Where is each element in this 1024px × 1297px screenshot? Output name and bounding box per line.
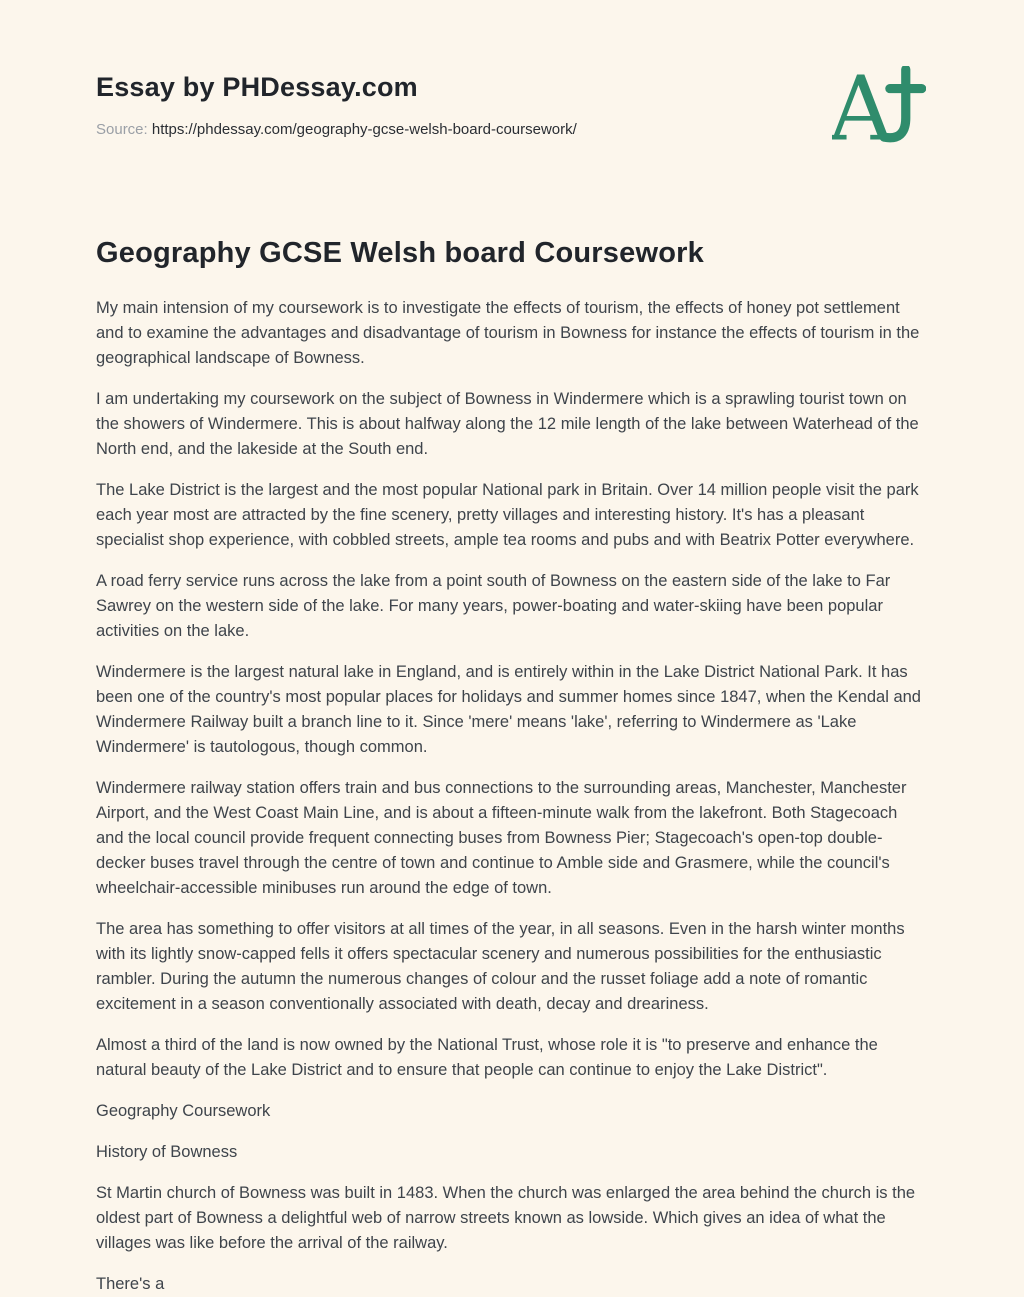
essay-title: Geography GCSE Welsh board Coursework xyxy=(96,237,704,269)
site-title: Essay by PHDessay.com xyxy=(96,72,418,102)
source-line xyxy=(96,121,577,138)
essay-paragraph: I am undertaking my coursework on the subject of Bowness in Windermere which is a sprawling tourist town on the showers of Windermere. This is about halfway along the 12 mile length of the lake between Waterhead of the North end, and the lakeside at the South end. xyxy=(96,390,919,458)
essay-body xyxy=(96,296,928,1297)
source-label: Source: xyxy=(96,121,148,138)
essay-paragraph: A road ferry service runs across the lake from a point south of Bowness on the eastern side of the lake to Far Sawrey on the western side of the lake. For many years, power-boating and water-skiing have been popular activities on the lake. xyxy=(96,572,891,640)
page-header xyxy=(96,0,928,163)
essay-paragraph-heading: History of Bowness xyxy=(96,1143,238,1161)
essay-paragraph: Windermere railway station offers train and bus connections to the surrounding areas, Manchester, Manchester Airport, and the West Coast Main Line, and is about a fifteen-minute walk from the lakefront. Both Stagecoach and the local council provide frequent connecting buses from Bowness Pier; Stagecoach's open-top double-decker buses travel through the centre of town and continue to Amble side and Grasmere, while the council's wheelchair-accessible minibuses run around the edge of town. xyxy=(96,779,907,897)
header-text-block xyxy=(96,72,577,138)
essay-content xyxy=(96,237,928,1297)
essay-paragraph: There's a xyxy=(96,1275,165,1293)
essay-paragraph: St Martin church of Bowness was built in 1483. When the church was enlarged the area behind the church is the oldest part of Bowness a delightful web of narrow streets known as lowside. Which gives an idea of what the villages was like before the arrival of the railway. xyxy=(96,1184,916,1252)
essay-paragraph: The area has something to offer visitors at all times of the year, in all seasons. Even in the harsh winter months with its lightly snow-capped fells it offers spectacular scenery and numerous possibilities for the enthusiastic rambler. During the autumn the numerous changes of colour and the russet foliage add a note of romantic excitement in a season conventionally associated with death, decay and dreariness. xyxy=(96,920,905,1013)
phdessay-logo-icon xyxy=(832,66,926,163)
source-url-link[interactable]: https://phdessay.com/geography-gcse-welsh-board-coursework/ xyxy=(151,121,577,138)
essay-paragraph: My main intension of my coursework is to investigate the effects of tourism, the effects of honey pot settlement and to examine the advantages and disadvantage of tourism in Bowness for instance the effects of tourism in the geographical landscape of Bowness. xyxy=(96,299,920,367)
essay-paragraph: Windermere is the largest natural lake in England, and is entirely within in the Lake District National Park. It has been one of the country's most popular places for holidays and summer homes since 1847, when the Kendal and Windermere Railway built a branch line to it. Since 'mere' means 'lake', referring to Windermere as 'Lake Windermere' is tautologous, though common. xyxy=(96,663,921,756)
svg-text:A: A xyxy=(832,66,893,158)
essay-paragraph: The Lake District is the largest and the most popular National park in Britain. Over 14 million people visit the park each year most are attracted by the fine scenery, pretty villages and interesting history. It's has a pleasant specialist shop experience, with cobbled streets, ample tea rooms and pubs and with Beatrix Potter everywhere. xyxy=(96,481,919,549)
essay-paragraph: Almost a third of the land is now owned by the National Trust, whose role it is "to preserve and enhance the natural beauty of the Lake District and to ensure that people can continue to enjoy the Lake District". xyxy=(96,1036,878,1079)
essay-paragraph-heading: Geography Coursework xyxy=(96,1102,271,1120)
